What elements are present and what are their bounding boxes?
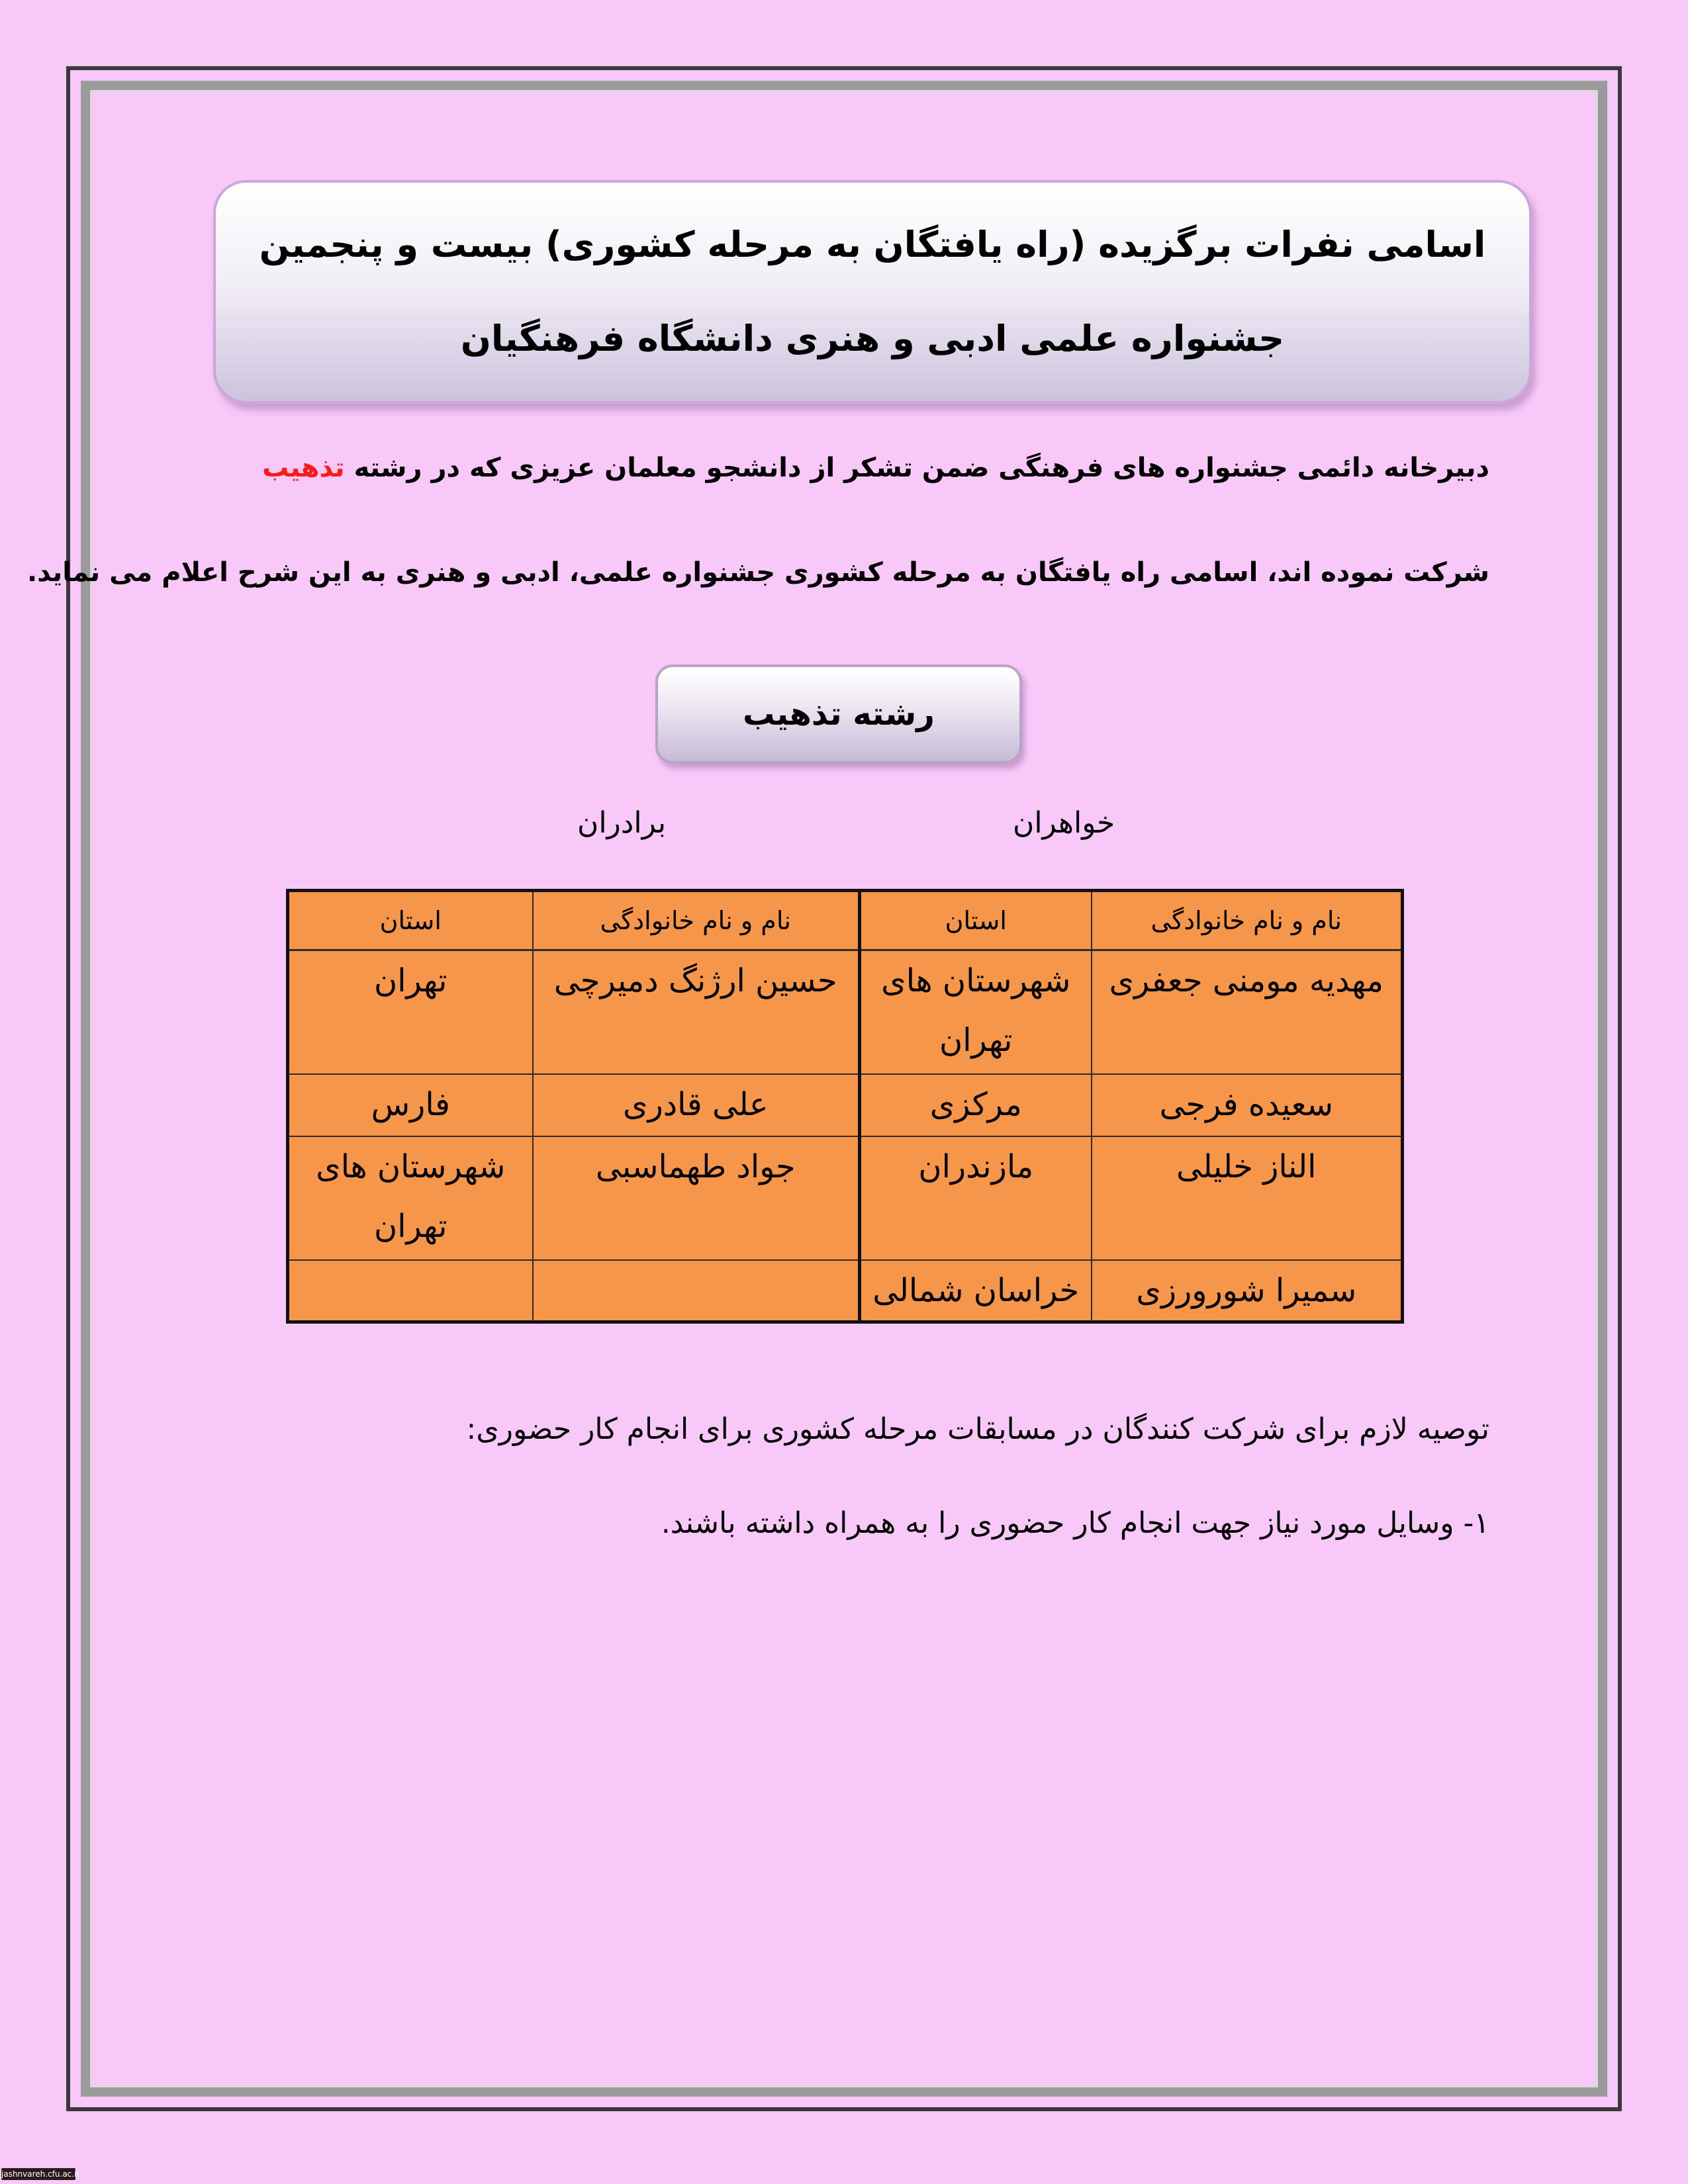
header-sisters-name: نام و نام خانوادگی bbox=[1092, 891, 1403, 950]
table-cell: جواد طهماسبی bbox=[533, 1136, 860, 1260]
intro-text: دبیرخانه دائمی جشنواره های فرهنگی ضمن تشکر از دانشجو معلمان عزیزی که در رشته bbox=[344, 453, 1489, 483]
footer-url: jashnvareh.cfu.ac.ir bbox=[1, 2169, 80, 2179]
table-cell: الناز خلیلی bbox=[1092, 1136, 1403, 1260]
table-cell: علی قادری bbox=[533, 1074, 860, 1136]
table-cell bbox=[288, 1260, 533, 1322]
intro-field-highlight: تذهیب bbox=[262, 453, 345, 483]
recommendation-item-1: ۱- وسایل مورد نیاز جهت انجام کار حضوری را به همراه داشته باشند. bbox=[661, 1506, 1489, 1540]
intro-paragraph-line-1 bbox=[199, 453, 1489, 483]
title-line-1: اسامی نفرات برگزیده (راه یافتگان به مرحله کشوری) بیست و پنجمین bbox=[259, 224, 1486, 265]
table-cell: مرکزی bbox=[860, 1074, 1092, 1136]
group-label-brothers: برادران bbox=[577, 806, 667, 840]
table-cell: خراسان شمالی bbox=[860, 1260, 1092, 1322]
recommendation-heading: توصیه لازم برای شرکت کنندگان در مسابقات مرحله کشوری برای انجام کار حضوری: bbox=[466, 1412, 1489, 1446]
table-row bbox=[288, 1074, 1403, 1136]
field-title: رشته تذهیب bbox=[743, 696, 935, 733]
group-label-sisters: خواهران bbox=[1013, 806, 1115, 840]
table-cell: سمیرا شورورزی bbox=[1092, 1260, 1403, 1322]
header-sisters-province: استان bbox=[860, 891, 1092, 950]
table-cell: حسین ارژنگ دمیرچی bbox=[533, 950, 860, 1074]
table-cell: شهرستان های تهران bbox=[860, 950, 1092, 1074]
title-banner bbox=[213, 180, 1532, 404]
table-cell: سعیده فرجی bbox=[1092, 1074, 1403, 1136]
title-line-2: جشنواره علمی ادبی و هنری دانشگاه فرهنگیان bbox=[460, 318, 1285, 359]
table-row bbox=[288, 1136, 1403, 1260]
table-cell bbox=[533, 1260, 860, 1322]
table-cell: مهدیه مومنی جعفری bbox=[1092, 950, 1403, 1074]
table-row bbox=[288, 1260, 1403, 1322]
table-row bbox=[288, 950, 1403, 1074]
table-cell: مازندران bbox=[860, 1136, 1092, 1260]
table-cell: فارس bbox=[288, 1074, 533, 1136]
table-cell: شهرستان های تهران bbox=[288, 1136, 533, 1260]
table-header-row bbox=[288, 891, 1403, 950]
field-title-box bbox=[655, 664, 1022, 764]
intro-paragraph-line-2: شرکت نموده اند، اسامی راه یافتگان به مرحله کشوری جشنواره علمی، ادبی و هنری به این شرح اعلام می نماید. bbox=[26, 557, 1489, 588]
table-cell: تهران bbox=[288, 950, 533, 1074]
header-brothers-province: استان bbox=[288, 891, 533, 950]
header-brothers-name: نام و نام خانوادگی bbox=[533, 891, 860, 950]
results-table bbox=[286, 889, 1404, 1324]
